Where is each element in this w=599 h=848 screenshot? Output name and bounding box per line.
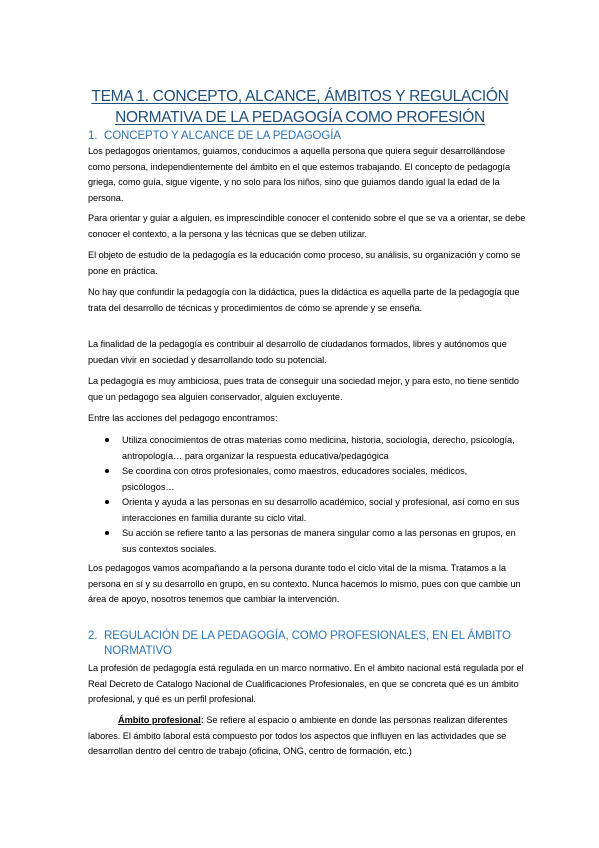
list-item-text: Orienta y ayuda a las personas en su desarrollo académico, social y profesional, así como en sus interacciones en familia durante su ciclo vital.	[122, 497, 520, 523]
paragraph: El objeto de estudio de la pedagogía es la educación como proceso, su análisis, su organización y como se pone en práctica.	[88, 250, 521, 276]
list-item	[122, 526, 522, 557]
list-item	[122, 433, 522, 464]
title-line-2: NORMATIVA DE LA PEDAGOGÍA COMO PROFESIÓN	[115, 109, 485, 126]
bullet-icon	[105, 500, 109, 504]
section-2-number: 2.	[88, 630, 98, 642]
section-1-heading	[88, 129, 341, 144]
list-item	[122, 464, 522, 495]
definition-text: Se refiere al espacio o ambiente en donde las personas realizan diferentes labores. El ámbito laboral está compuesto por todos los aspectos que influyen en las actividades que se desarrollan dentro del centro de trabajo (oficina, ONG, centro de formación, etc.)	[88, 715, 508, 756]
list-item	[122, 495, 522, 526]
paragraph: No hay que confundir la pedagogía con la didáctica, pues la didáctica es aquella parte de la pedagogía que trata del desarrollo de técnicas y procedimientos de cómo se aprende y se enseña.	[88, 287, 520, 313]
list-item-text: Su acción se refiere tanto a las personas de manera singular como a las personas en grupos, en sus contextos sociales.	[122, 528, 516, 554]
section-2-heading-text: REGULACIÓN DE LA PEDAGOGÍA, COMO PROFESIONALES, EN EL ÁMBITO NORMATIVO	[104, 630, 511, 657]
bullet-icon	[105, 438, 109, 442]
section-1-number: 1.	[88, 130, 98, 142]
definition-paragraph	[88, 713, 526, 760]
paragraph: Entre las acciones del pedagogo encontramos:	[88, 413, 278, 423]
list-item-text: Se coordina con otros profesionales, como maestros, educadores sociales, médicos, psicólogos…	[122, 466, 468, 492]
definition-colon: :	[200, 715, 204, 725]
paragraph: La profesión de pedagogía está regulada en un marco normativo. En el ámbito nacional está regulada por el Real Decreto de Catalogo Nacional de Cualificaciones Profesionales, en que se concreta qué es un ámbito profesional, y qué es un perfil profesional.	[88, 663, 524, 704]
title-line-1: TEMA 1. CONCEPTO, ALCANCE, ÁMBITOS Y REGULACIÓN	[91, 88, 509, 105]
bullet-icon	[105, 469, 109, 473]
paragraph: Los pedagogos orientamos, guiamos, conducimos a aquella persona que quiera seguir desarrollándose como persona, independientemente del ámbito en el que estemos trabajando. El concepto de pedagogía griega, como guía, sigue vigente, y no solo para los niños, sino que guiamos dando igual la edad de la persona.	[88, 146, 511, 203]
document-title	[60, 86, 540, 128]
section-2-heading	[88, 629, 524, 659]
list-item-text: Utiliza conocimientos de otras materias como medicina, historia, sociología, derecho, psicología, antropología… para organizar la respuesta educativa/pedagógica	[122, 435, 515, 461]
bullet-icon	[105, 531, 109, 535]
paragraph: Para orientar y guiar a alguien, es imprescindible conocer el contenido sobre el que se va a orientar, se debe conocer el contexto, a la persona y las técnicas que se deben utilizar.	[88, 213, 526, 239]
paragraph: La pedagogía es muy ambiciosa, pues trata de conseguir una sociedad mejor, y para esto, no tiene sentido que un pedagogo sea alguien conservador, alguien excluyente.	[88, 376, 519, 402]
definition-term: Ámbito profesional	[118, 715, 201, 725]
section-1-heading-text: CONCEPTO Y ALCANCE DE LA PEDAGOGÍA	[104, 130, 341, 142]
paragraph: Los pedagogos vamos acompañando a la persona durante todo el ciclo vital de la misma. Tratamos a la persona en sí y su desarrollo en grupo, en su contexto. Nunca hacemos lo mismo, pues con que cambie un área de apoyo, nosotros tenemos que cambiar la intervención.	[88, 563, 521, 604]
paragraph: La finalidad de la pedagogía es contribuir al desarrollo de ciudadanos formados, libres y autónomos que puedan vivir en sociedad y desarrollando todo su potencial.	[88, 339, 507, 365]
